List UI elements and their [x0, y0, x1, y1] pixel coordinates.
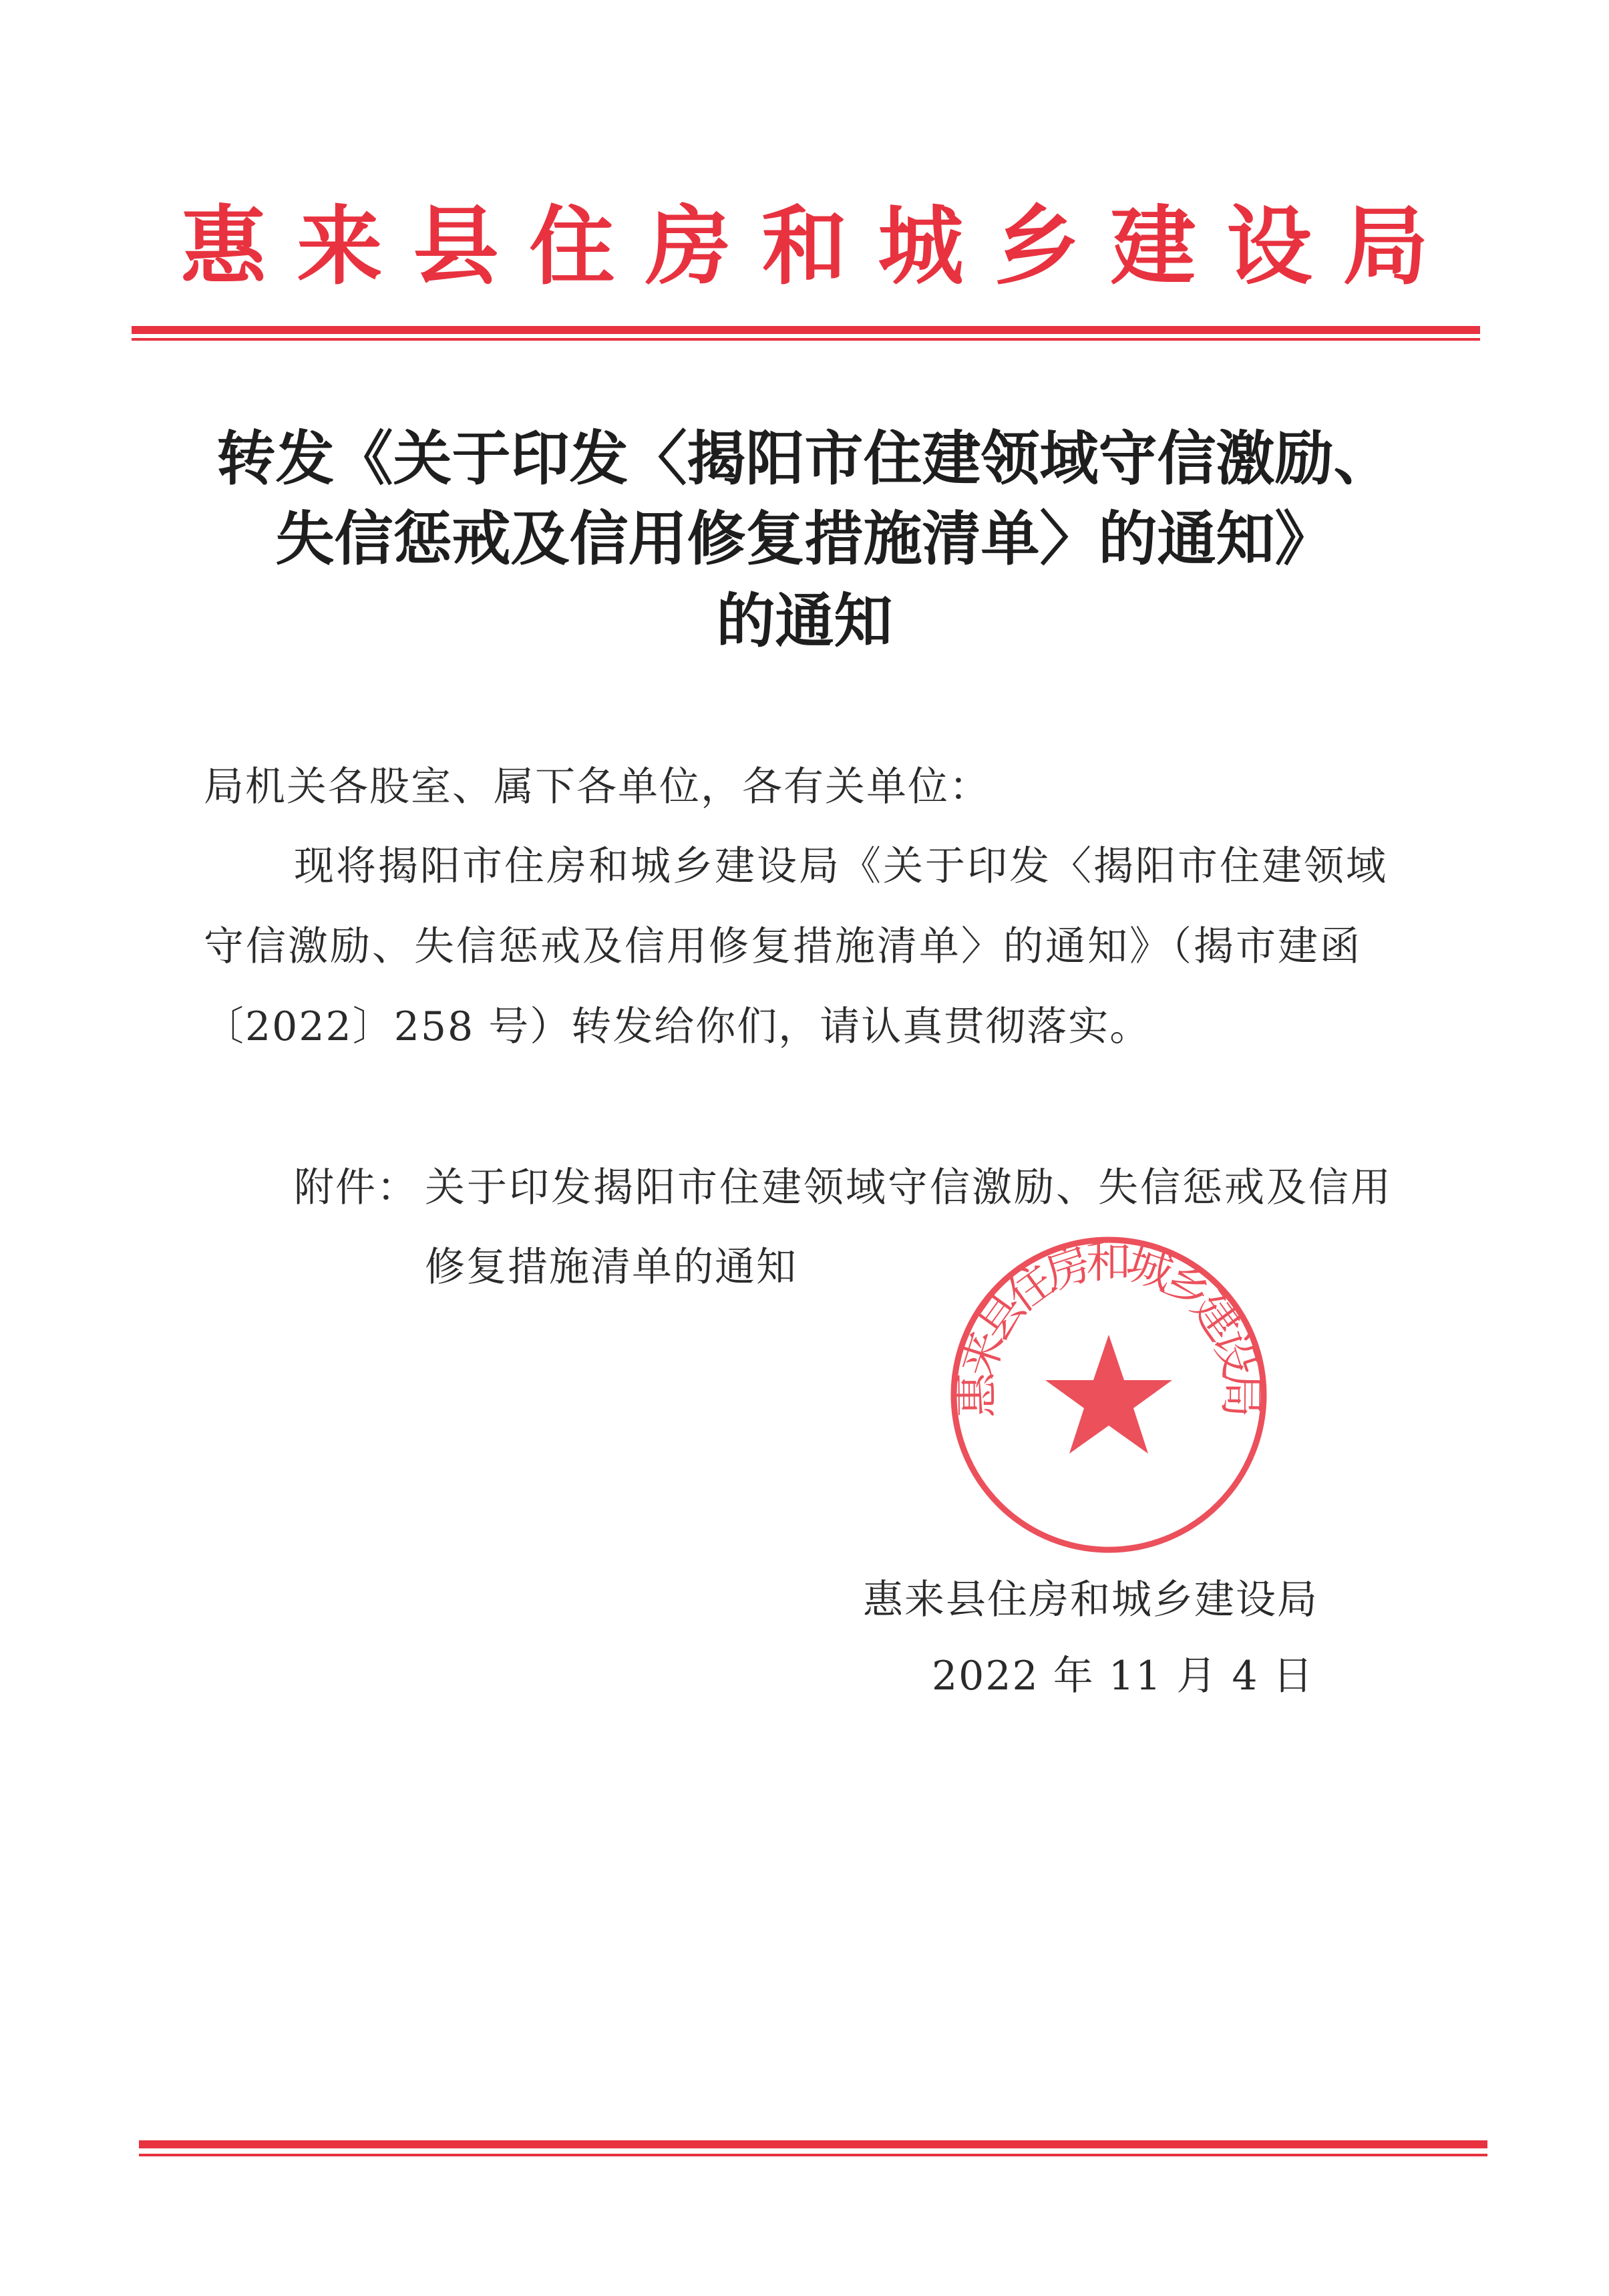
paragraph-line: 守信激励、失信惩戒及信用修复措施清单〉的通知》（揭市建函 [204, 923, 1362, 970]
signature-org: 惠来县住房和城乡建设局 [863, 1577, 1318, 1623]
attachment-label: 附件： [294, 1164, 418, 1211]
paragraph-line: 现将揭阳市住房和城乡建设局《关于印发〈揭阳市住建领域 [294, 843, 1388, 890]
footer-rule-thin [139, 2154, 1487, 2156]
seal-star-icon [1045, 1335, 1172, 1454]
signature-date: 2022 年 11 月 4 日 [932, 1653, 1314, 1699]
salutation: 局机关各股室、属下各单位，各有关单位： [204, 764, 991, 810]
document-title-line-2: 失信惩戒及信用修复措施清单〉的通知》 [275, 504, 1334, 573]
letterhead-rule-thick [132, 326, 1480, 334]
letterhead-rule-thin [132, 338, 1480, 341]
document-title-line-3: 的通知 [716, 586, 893, 655]
attachment-line: 关于印发揭阳市住建领域守信激励、失信惩戒及信用 [425, 1164, 1393, 1211]
paragraph-line: 〔2022〕258 号）转发给你们，请认真贯彻落实。 [204, 1003, 1151, 1050]
footer-rule-thick [139, 2140, 1487, 2148]
seal-text: 惠来县住房和城乡建设局 [950, 1235, 1268, 1418]
document-title-line-1: 转发《关于印发〈揭阳市住建领域守信激励、 [216, 424, 1393, 493]
attachment-line: 修复措施清单的通知 [425, 1244, 797, 1291]
official-seal [942, 1228, 1276, 1562]
letterhead-org-name: 惠来县住房和城乡建设局 [180, 197, 1459, 297]
